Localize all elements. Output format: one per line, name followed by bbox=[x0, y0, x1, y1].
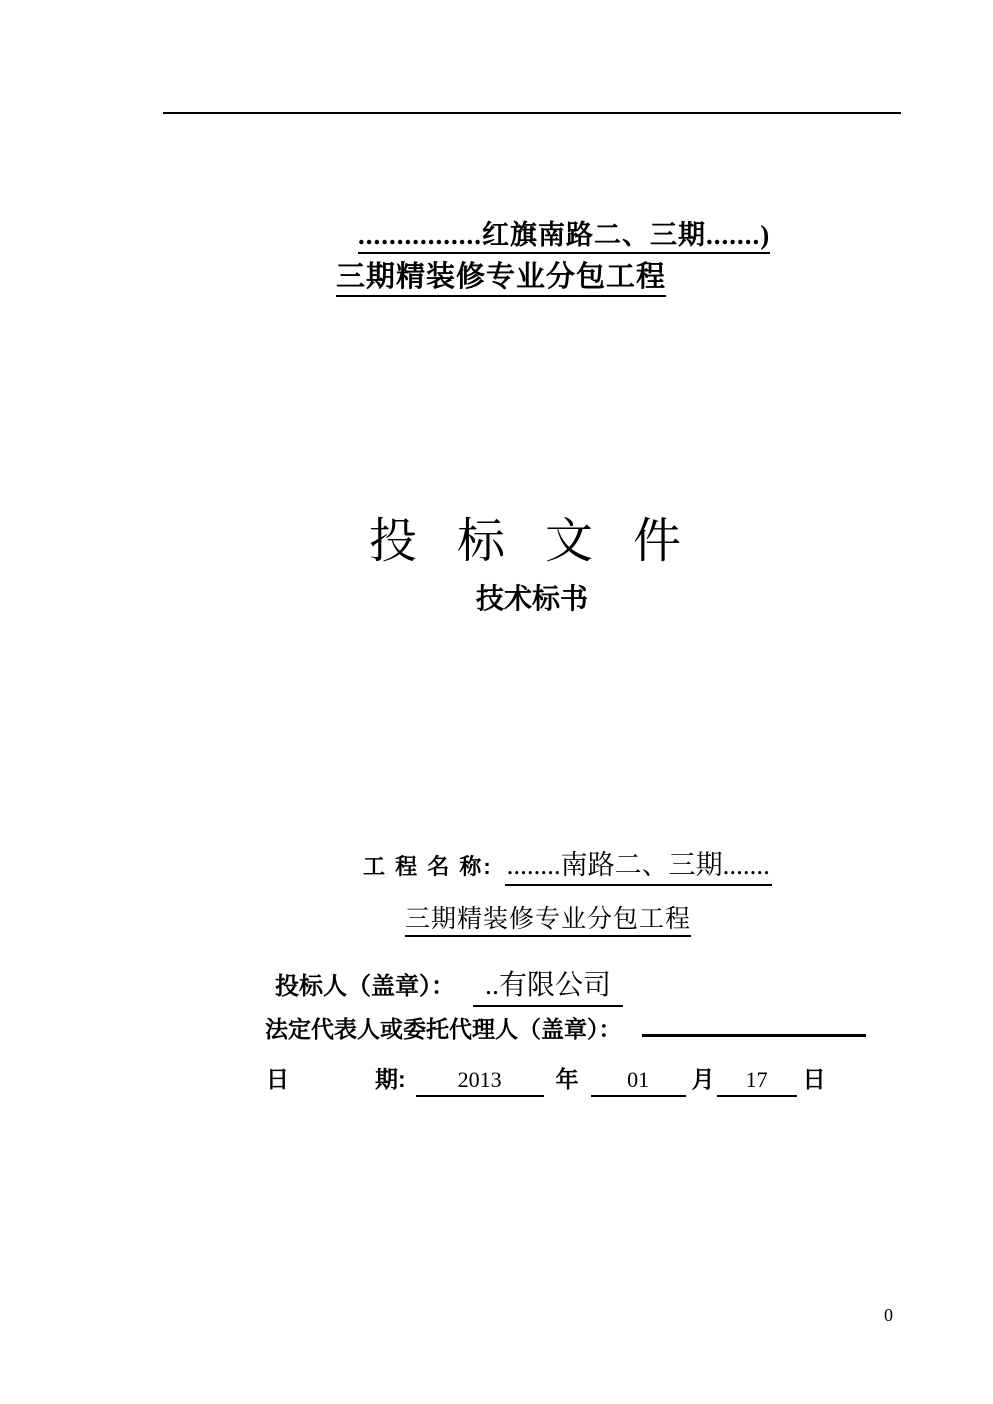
legal-rep-blank-line bbox=[642, 1034, 866, 1037]
project-name-line2 bbox=[405, 899, 691, 935]
date-year-value: 2013 bbox=[416, 1067, 544, 1097]
legal-rep-row bbox=[265, 1011, 866, 1044]
cover-project-line2-text: 三期精装修专业分包工程 bbox=[336, 261, 666, 297]
project-name-line2-text: 三期精装修专业分包工程 bbox=[405, 906, 691, 937]
bidder-row bbox=[275, 963, 623, 1007]
date-row bbox=[266, 1061, 826, 1097]
date-year-unit: 年 bbox=[555, 1066, 579, 1092]
bidder-label: 投标人（盖章）： bbox=[275, 973, 455, 1000]
legal-rep-label: 法定代表人或委托代理人（盖章）： bbox=[265, 1016, 622, 1042]
subtitle: 技术标书 bbox=[475, 583, 588, 614]
project-name-value: ........南路二、三期....... bbox=[505, 843, 772, 886]
page-number: 0 bbox=[884, 1305, 893, 1325]
bidder-value: ..有限公司 bbox=[473, 963, 623, 1007]
project-name-label: 工 程 名 称: bbox=[363, 854, 493, 879]
cover-project-line1 bbox=[358, 213, 770, 252]
date-label-ri: 日 bbox=[266, 1066, 289, 1092]
date-month-value: 01 bbox=[591, 1067, 686, 1097]
date-month-unit: 月 bbox=[691, 1066, 715, 1092]
main-title: 投 标 文 件 bbox=[368, 515, 695, 568]
header-rule bbox=[163, 112, 901, 114]
date-day-value: 17 bbox=[717, 1067, 797, 1097]
date-day-unit: 日 bbox=[802, 1066, 826, 1092]
project-name-row bbox=[363, 843, 772, 886]
cover-project-line1-text: ................红旗南路二、三期.......) bbox=[358, 220, 770, 254]
date-label-qi: 期: bbox=[375, 1066, 406, 1092]
cover-project-line2 bbox=[336, 254, 666, 295]
